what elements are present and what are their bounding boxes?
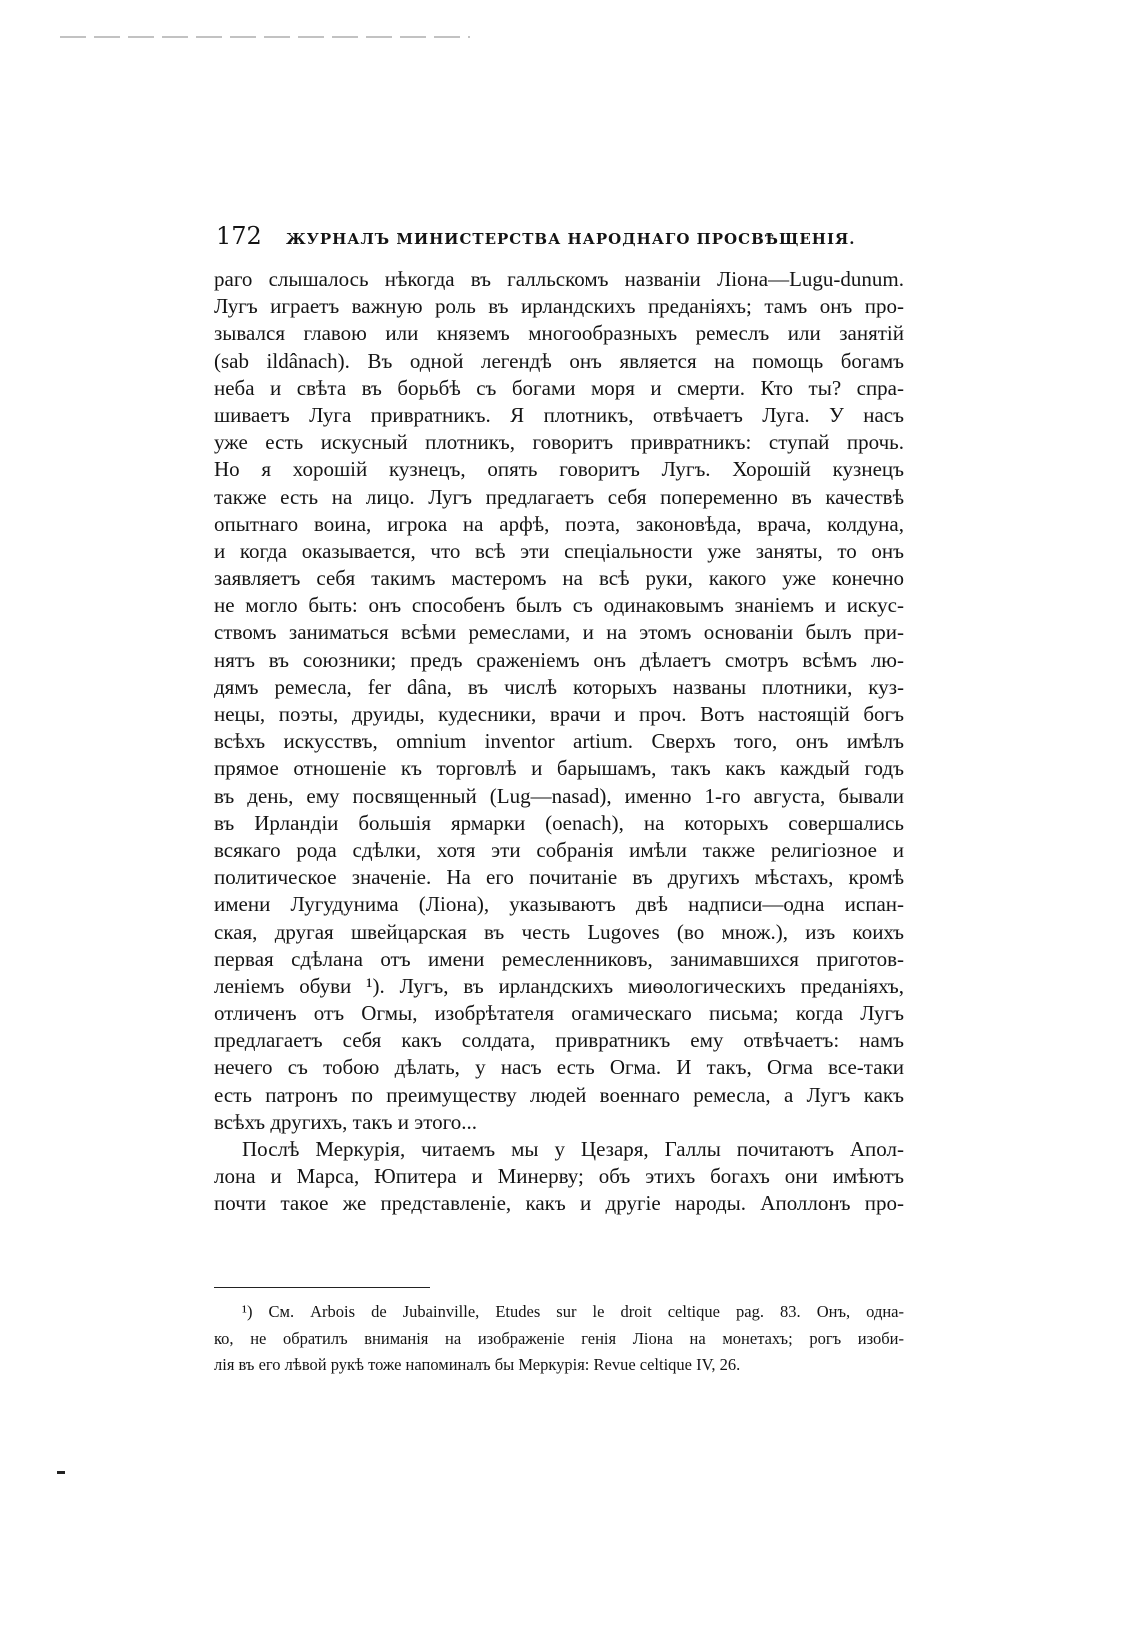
text-line: также есть на лицо. Лугъ предлагаетъ себя попеременно въ качествѣ <box>214 484 904 509</box>
text-line: нятъ въ союзники; предъ сраженіемъ онъ дѣлаетъ смотръ всѣмъ лю- <box>214 647 904 672</box>
text-line: всѣхъ другихъ, такъ и этого... <box>214 1109 477 1134</box>
text-line: неба и свѣта въ борьбѣ съ богами моря и смерти. Кто ты? спра- <box>214 375 904 400</box>
text-line: политическое значеніе. На его почитаніе въ другихъ мѣстахъ, кромѣ <box>214 865 904 890</box>
footnote-line: ¹) См. Arbois de Jubainville, Etudes sur le droit celtique pag. 83. Онъ, одна- <box>242 1302 904 1321</box>
page-header <box>216 222 888 250</box>
text-line: почти такое же представленіе, какъ и другіе народы. Аполлонъ про- <box>214 1191 904 1216</box>
text-line: отличенъ отъ Огмы, изобрѣтателя огамическаго письма; когда Лугъ <box>214 1001 904 1026</box>
text-line: заявляетъ себя такимъ мастеромъ на всѣ руки, какого уже конечно <box>214 566 904 591</box>
footnote-divider <box>214 1287 430 1288</box>
text-line: ствомъ заниматься всѣми ремеслами, и на этомъ основаніи былъ при- <box>214 620 904 645</box>
footnotes <box>214 1299 904 1379</box>
text-line: опытнаго воина, игрока на арфѣ, поэта, законовѣда, врача, колдуна, <box>214 511 904 536</box>
text-line: и когда оказывается, что всѣ эти спеціальности уже заняты, то онъ <box>214 538 904 563</box>
text-line: всѣхъ искусствъ, omnium inventor artium. Сверхъ того, онъ имѣлъ <box>214 729 904 754</box>
text-line: нецы, поэты, друиды, кудесники, врачи и проч. Вотъ настоящій богъ <box>214 702 904 726</box>
text-line: шиваетъ Луга привратникъ. Я плотникъ, отвѣчаетъ Луга. У насъ <box>214 402 904 427</box>
text-line: Лугъ играетъ важную роль въ ирландскихъ преданіяхъ; тамъ онъ про- <box>214 294 904 319</box>
text-line: есть патронъ по преимуществу людей военнаго ремесла, а Лугъ какъ <box>214 1082 904 1107</box>
footnote-line: ко, не обратилъ вниманія на изображеніе генія Ліона на монетахъ; рогъ изоби- <box>214 1328 904 1348</box>
text-line: предлагаетъ себя какъ солдата, привратникъ ему отвѣчаетъ: намъ <box>214 1028 904 1053</box>
text-line: зывался главою или княземъ многообразныхъ ремеслъ или занятій <box>214 321 904 346</box>
text-line: въ день, ему посвященный (Lug—nasad), именно 1-го августа, бывали <box>214 783 904 808</box>
page-number: 172 <box>216 222 262 250</box>
text-line: уже есть искусный плотникъ, говоритъ привратникъ: ступай прочь. <box>214 430 904 455</box>
text-line: не могло быть: онъ способенъ былъ съ одинаковымъ знаніемъ и искус- <box>214 593 904 618</box>
text-line: дямъ ремесла, fer dâna, въ числѣ которыхъ названы плотники, куз- <box>214 674 904 699</box>
text-line: раго слышалось нѣкогда въ галльскомъ названіи Ліона—Lugu-dunum. <box>214 267 904 291</box>
text-line: прямое отношеніе къ торговлѣ и барышамъ, такъ какъ каждый годъ <box>214 756 904 781</box>
running-title: ЖУРНАЛЪ МИНИСТЕРСТВА НАРОДНАГО ПРОСВѢЩЕНІЯ. <box>286 230 856 248</box>
text-line: всякаго рода сдѣлки, хотя эти собранія имѣли также религіозное и <box>214 837 904 862</box>
text-line: нечего съ тобою дѣлать, у насъ есть Огма. И такъ, Огма все-таки <box>214 1055 904 1080</box>
text-line: Послѣ Меркурія, читаемъ мы у Цезаря, Галлы почитаютъ Апол- <box>242 1137 904 1161</box>
text-line: (sab ildânach). Въ одной легендѣ онъ является на помощь богамъ <box>214 348 904 373</box>
text-line: Но я хорошій кузнецъ, опять говоритъ Лугъ. Хорошій кузнецъ <box>214 457 904 482</box>
text-line: леніемъ обуви ¹). Лугъ, въ ирландскихъ миѳологическихъ преданіяхъ, <box>214 973 904 998</box>
text-line: въ Ирландіи большія ярмарки (oenach), на которыхъ совершались <box>214 810 904 835</box>
scan-edge-mark <box>60 36 470 38</box>
body-text <box>214 266 904 1218</box>
text-line: ская, другая швейцарская въ честь Lugoves (во множ.), изъ коихъ <box>214 919 904 944</box>
text-line: лона и Марса, Юпитера и Минерву; объ этихъ богахъ они имѣютъ <box>214 1164 904 1189</box>
text-line: имени Лугудунима (Ліона), указываютъ двѣ надписи—одна испан- <box>214 892 904 917</box>
text-line: первая сдѣлана отъ имени ремесленниковъ, занимавшихся приготов- <box>214 946 904 971</box>
margin-mark <box>57 1471 65 1474</box>
footnote-line: лія въ его лѣвой рукѣ тоже напоминалъ бы Меркурія: Revue celtique IV, 26. <box>214 1355 741 1374</box>
